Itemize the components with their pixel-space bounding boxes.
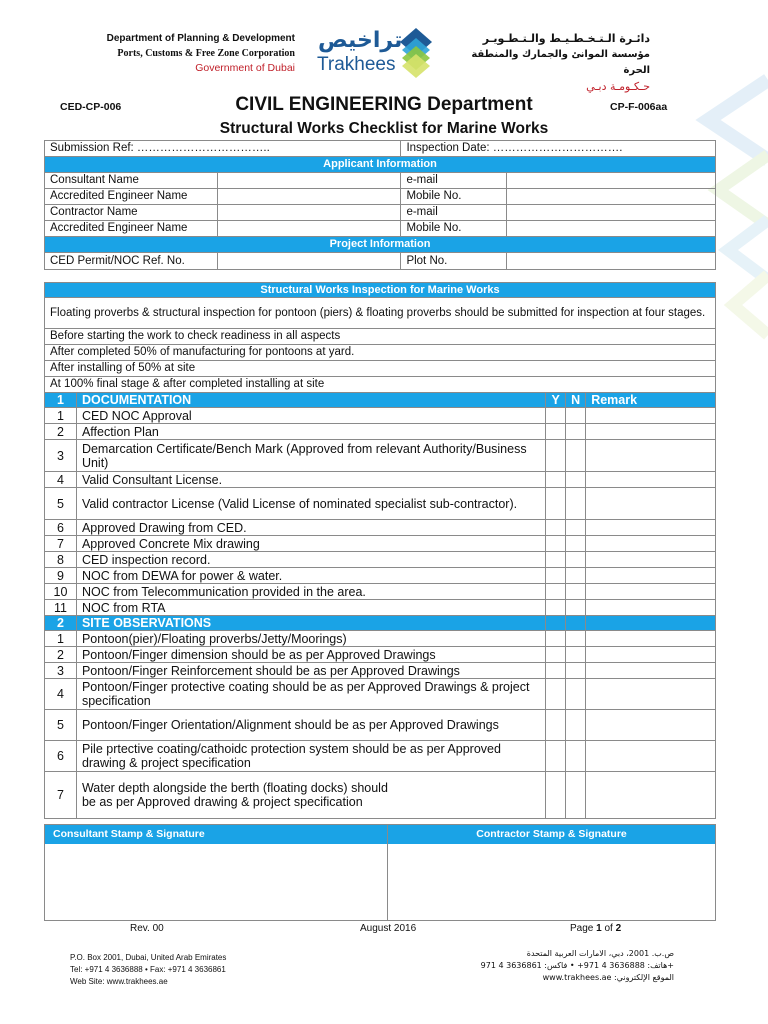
page-prefix: Page	[570, 923, 597, 934]
no-column-header: N	[566, 393, 586, 408]
row-number: 3	[45, 663, 77, 679]
contractor-name-input[interactable]	[217, 205, 401, 221]
page-subtitle: Structural Works Checklist for Marine Works	[219, 120, 549, 137]
address-line: P.O. Box 2001, Dubai, United Arab Emirates	[70, 953, 227, 962]
header-english-block	[95, 31, 295, 76]
no-checkbox[interactable]	[566, 663, 586, 679]
project-info-band: Project Information	[45, 237, 716, 253]
table-row	[45, 584, 716, 600]
remark-input[interactable]	[586, 741, 716, 772]
contractor-email-label: e-mail	[401, 205, 507, 221]
header-arabic-block	[450, 31, 650, 95]
no-checkbox[interactable]	[566, 536, 586, 552]
row-number: 1	[45, 408, 77, 424]
contractor-signature-band: Contractor Stamp & Signature	[388, 825, 715, 844]
row-text: Pontoon/Finger Reinforcement should be as per Approved Drawings	[76, 663, 545, 679]
table-row	[45, 408, 716, 424]
no-checkbox[interactable]	[566, 568, 586, 584]
consultant-engineer-input[interactable]	[217, 189, 401, 205]
remark-input[interactable]	[586, 663, 716, 679]
row-number: 1	[45, 631, 77, 647]
row-text: Valid contractor License (Valid License of nominated specialist sub-contractor).	[76, 488, 545, 520]
logo-text-en: Trakhees	[317, 54, 396, 75]
table-row	[45, 552, 716, 568]
row-text: Pile prtective coating/cathoidc protection system should be as per Approved drawing & project specification	[76, 741, 545, 772]
documentation-number: 1	[45, 393, 77, 408]
table-row	[45, 472, 716, 488]
form-code-left: CED-CP-006	[60, 101, 122, 113]
row-text: Affection Plan	[76, 424, 545, 440]
no-checkbox[interactable]	[566, 472, 586, 488]
stage-item: After completed 50% of manufacturing for pontoons at yard.	[45, 345, 716, 361]
consultant-engineer-label: Accredited Engineer Name	[45, 189, 218, 205]
row-text: Pontoon(pier)/Floating proverbs/Jetty/Moorings)	[76, 631, 545, 647]
remark-input[interactable]	[586, 600, 716, 616]
stage-item: After installing of 50% at site	[45, 361, 716, 377]
yes-checkbox[interactable]	[546, 741, 566, 772]
consultant-signature-band: Consultant Stamp & Signature	[45, 825, 387, 844]
table-row	[45, 772, 716, 819]
table-row	[45, 647, 716, 663]
row-text: Approved Drawing from CED.	[76, 520, 545, 536]
row-number: 7	[45, 772, 77, 819]
remark-input[interactable]	[586, 679, 716, 710]
remark-input[interactable]	[586, 631, 716, 647]
yes-checkbox[interactable]	[546, 472, 566, 488]
table-row	[45, 679, 716, 710]
corporation-name-ar: مؤسسة الموانئ والجمارك والمنطقة الحرة	[471, 49, 650, 76]
yes-checkbox[interactable]	[546, 710, 566, 741]
contractor-email-input[interactable]	[507, 205, 716, 221]
yes-checkbox[interactable]	[546, 584, 566, 600]
remark-input[interactable]	[586, 536, 716, 552]
remark-input[interactable]	[586, 520, 716, 536]
yes-checkbox[interactable]	[546, 631, 566, 647]
no-checkbox[interactable]	[566, 600, 586, 616]
row-text: Valid Consultant License.	[76, 472, 545, 488]
table-row	[45, 520, 716, 536]
contractor-engineer-input[interactable]	[217, 221, 401, 237]
contractor-name-label: Contractor Name	[45, 205, 218, 221]
consultant-signature-area[interactable]	[45, 845, 387, 920]
remark-input[interactable]	[586, 424, 716, 440]
documentation-heading: DOCUMENTATION	[76, 393, 545, 408]
row-text: CED NOC Approval	[76, 408, 545, 424]
remark-input[interactable]	[586, 568, 716, 584]
row-number: 8	[45, 552, 77, 568]
stage-item: At 100% final stage & after completed installing at site	[45, 377, 716, 393]
applicant-info-band: Applicant Information	[45, 157, 716, 173]
remark-input[interactable]	[586, 584, 716, 600]
logo-text-ar: تراخيص	[318, 28, 403, 53]
no-checkbox[interactable]	[566, 772, 586, 819]
no-checkbox[interactable]	[566, 520, 586, 536]
row-text: NOC from DEWA for power & water.	[76, 568, 545, 584]
remark-input[interactable]	[586, 408, 716, 424]
row-text: Water depth alongside the berth (floating docks) should be as per Approved drawing & project specification	[76, 772, 545, 819]
signature-box	[44, 824, 716, 921]
consultant-mobile-label: Mobile No.	[401, 189, 507, 205]
issue-date: August 2016	[360, 923, 417, 934]
permit-ref-label: CED Permit/NOC Ref. No.	[45, 253, 218, 270]
applicant-project-table	[44, 140, 716, 270]
yes-checkbox[interactable]	[546, 536, 566, 552]
address-ar	[440, 948, 674, 984]
row-text: NOC from RTA	[76, 600, 545, 616]
inspection-stages-table	[44, 282, 716, 393]
row-number: 5	[45, 710, 77, 741]
department-name-en: Department of Planning & Development	[106, 33, 295, 44]
row-number: 2	[45, 647, 77, 663]
checklist-table	[44, 392, 716, 819]
government-name-en: Government of Dubai	[195, 62, 295, 74]
website-line[interactable]: Web Site: www.trakhees.ae	[70, 977, 168, 986]
remark-input[interactable]	[586, 772, 716, 819]
table-row	[45, 536, 716, 552]
row-number: 7	[45, 536, 77, 552]
no-checkbox[interactable]	[566, 631, 586, 647]
consultant-mobile-input[interactable]	[507, 189, 716, 205]
submission-ref-field[interactable]: Submission Ref: ……………………………..	[45, 141, 401, 157]
no-checkbox[interactable]	[566, 488, 586, 520]
consultant-email-input[interactable]	[507, 173, 716, 189]
remark-input[interactable]	[586, 472, 716, 488]
yes-checkbox[interactable]	[546, 408, 566, 424]
row-number: 4	[45, 679, 77, 710]
contractor-signature-area[interactable]	[388, 845, 715, 920]
row-text: Pontoon/Finger dimension should be as per Approved Drawings	[76, 647, 545, 663]
yes-checkbox[interactable]	[546, 600, 566, 616]
row-text: NOC from Telecommunication provided in the area.	[76, 584, 545, 600]
no-checkbox[interactable]	[566, 710, 586, 741]
table-row	[45, 488, 716, 520]
page-number	[570, 923, 621, 934]
yes-checkbox[interactable]	[546, 552, 566, 568]
form-code-right: CP-F-006aa	[610, 101, 668, 113]
consultant-name-label: Consultant Name	[45, 173, 218, 189]
row-text: Demarcation Certificate/Bench Mark (Approved from relevant Authority/Business Unit)	[76, 440, 545, 472]
page-current: 1	[596, 923, 602, 934]
row-number: 2	[45, 424, 77, 440]
contractor-mobile-input[interactable]	[507, 221, 716, 237]
yes-checkbox[interactable]	[546, 679, 566, 710]
table-row	[45, 710, 716, 741]
yes-checkbox[interactable]	[546, 772, 566, 819]
no-checkbox[interactable]	[566, 679, 586, 710]
address-en	[70, 952, 226, 988]
government-name-ar: حـكـومـة دبـي	[586, 80, 650, 93]
row-text: Pontoon/Finger Orientation/Alignment should be as per Approved Drawings	[76, 710, 545, 741]
phone-line: Tel: +971 4 3636888 • Fax: +971 4 3636861	[70, 965, 226, 974]
row-number: 5	[45, 488, 77, 520]
row-number: 6	[45, 520, 77, 536]
row-number: 9	[45, 568, 77, 584]
site-observations-heading: SITE OBSERVATIONS	[76, 616, 545, 631]
row-number: 3	[45, 440, 77, 472]
inspection-date-field[interactable]: Inspection Date: …………………………….	[401, 141, 716, 157]
phone-line-ar: هاتف: 3636888 4 971+ • فاكس: 3636861 4 971+	[480, 961, 674, 970]
remark-input[interactable]	[586, 710, 716, 741]
yes-checkbox[interactable]	[546, 424, 566, 440]
department-name-ar: دائـرة الـتـخـطـيـط والـتـطـويـر	[482, 32, 650, 45]
remark-column-header: Remark	[586, 393, 716, 408]
no-checkbox[interactable]	[566, 584, 586, 600]
row-number: 6	[45, 741, 77, 772]
row-text: Approved Concrete Mix drawing	[76, 536, 545, 552]
table-row	[45, 741, 716, 772]
no-checkbox[interactable]	[566, 440, 586, 472]
inspection-band: Structural Works Inspection for Marine Works	[45, 283, 716, 298]
yes-column-header: Y	[546, 393, 566, 408]
table-row	[45, 600, 716, 616]
remark-input[interactable]	[586, 488, 716, 520]
table-row	[45, 424, 716, 440]
plot-no-label: Plot No.	[401, 253, 507, 270]
row-text: Pontoon/Finger protective coating should be as per Approved Drawings & project specification	[76, 679, 545, 710]
corporation-name-en: Ports, Customs & Free Zone Corporation	[117, 48, 295, 59]
site-observations-number: 2	[45, 616, 77, 631]
table-row	[45, 440, 716, 472]
table-row	[45, 663, 716, 679]
plot-no-input[interactable]	[507, 253, 716, 270]
contractor-engineer-label: Accredited Engineer Name	[45, 221, 218, 237]
revision: Rev. 00	[130, 923, 164, 934]
consultant-email-label: e-mail	[401, 173, 507, 189]
contractor-mobile-label: Mobile No.	[401, 221, 507, 237]
row-number: 10	[45, 584, 77, 600]
yes-checkbox[interactable]	[546, 520, 566, 536]
website-line-ar[interactable]: www.trakhees.ae :الموقع الإلكتروني	[542, 973, 674, 982]
row-number: 4	[45, 472, 77, 488]
page-total: 2	[615, 923, 622, 934]
yes-checkbox[interactable]	[546, 647, 566, 663]
stage-intro: Floating proverbs & structural inspection for pontoon (piers) & floating proverbs should be submitted for inspection at four stages.	[45, 298, 716, 329]
yes-checkbox[interactable]	[546, 663, 566, 679]
table-row	[45, 631, 716, 647]
remark-input[interactable]	[586, 440, 716, 472]
no-checkbox[interactable]	[566, 741, 586, 772]
address-line-ar: ص.ب. 2001، دبي، الامارات العربية المتحدة	[526, 949, 674, 958]
remark-input[interactable]	[586, 647, 716, 663]
remark-input[interactable]	[586, 552, 716, 568]
no-checkbox[interactable]	[566, 552, 586, 568]
row-number: 11	[45, 600, 77, 616]
no-checkbox[interactable]	[566, 408, 586, 424]
yes-checkbox[interactable]	[546, 568, 566, 584]
row-text: CED inspection record.	[76, 552, 545, 568]
page-title: CIVIL ENGINEERING Department	[235, 94, 533, 115]
no-checkbox[interactable]	[566, 647, 586, 663]
stage-item: Before starting the work to check readiness in all aspects	[45, 329, 716, 345]
yes-checkbox[interactable]	[546, 440, 566, 472]
page-mid: of	[601, 923, 616, 934]
consultant-name-input[interactable]	[217, 173, 401, 189]
permit-ref-input[interactable]	[217, 253, 401, 270]
yes-checkbox[interactable]	[546, 488, 566, 520]
table-row	[45, 568, 716, 584]
no-checkbox[interactable]	[566, 424, 586, 440]
